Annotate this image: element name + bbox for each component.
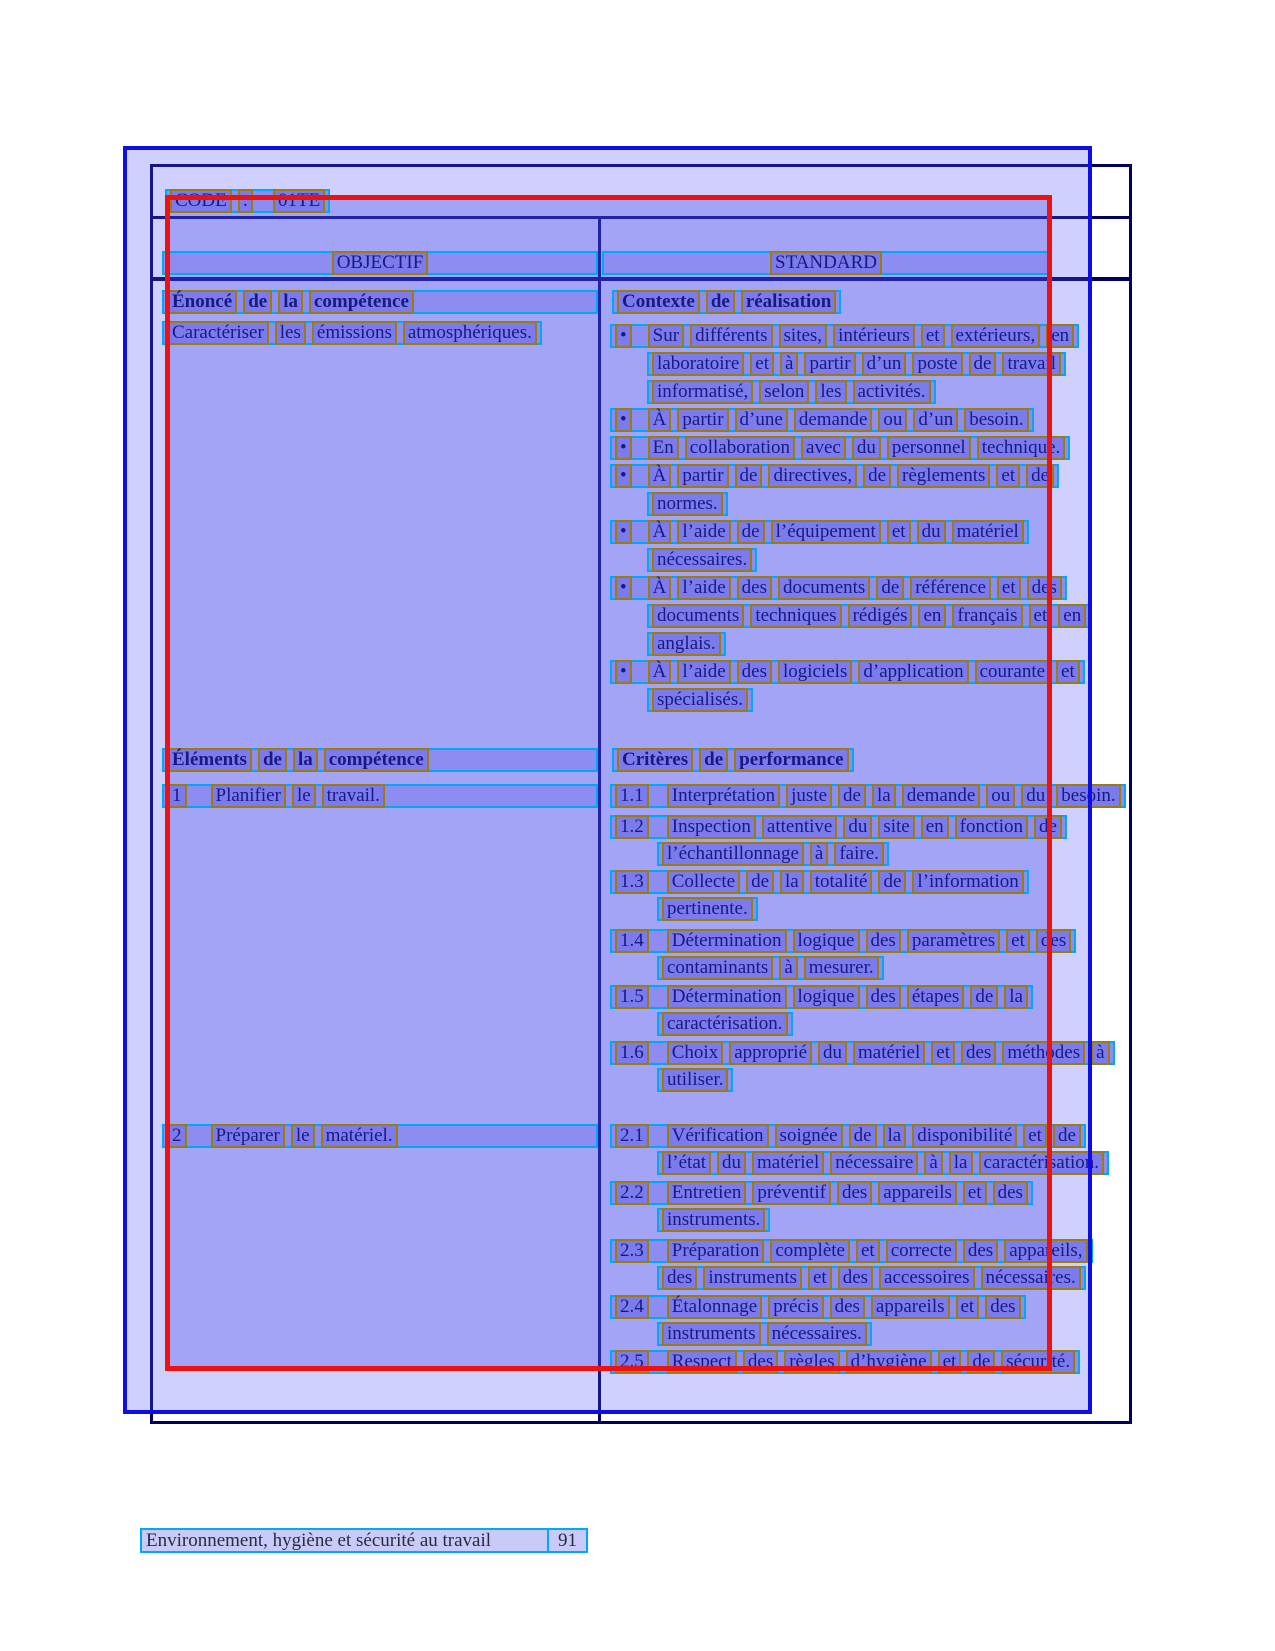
ocr-word-box: à [1091,1041,1109,1065]
ocr-word-box: besoin. [964,408,1028,432]
ocr-word-box: étapes [907,985,964,1009]
ocr-word-box: et [931,1041,955,1065]
ocr-word-box: Choix [667,1041,723,1065]
ocr-word-box: documents [652,604,744,628]
ocr-word-box: l’information [912,870,1023,894]
ocr-word-box: Préparation [667,1239,765,1263]
ocr-word-box: nécessaires. [767,1322,867,1346]
ocr-word-box: logique [793,985,860,1009]
ocr-word-box: des [1036,929,1071,953]
ocr-word-box: appareils [878,1181,957,1205]
ocr-word-box: préventif [752,1181,831,1205]
ocr-word-box: totalité [810,870,873,894]
ocr-word-box: rédigés [848,604,913,628]
critere-number: 2.1 [615,1124,649,1148]
ocr-word-box: activités. [853,380,931,404]
ocr-word-box: des [838,1266,873,1290]
ocr-word-box: de [243,290,272,314]
ocr-word-box: nécessaire [830,1151,918,1175]
ocr-word-box: le [292,784,316,808]
ocr-word-box: et [856,1239,880,1263]
ocr-word-box: des [737,660,772,684]
ocr-word-box: en [921,815,949,839]
critere-number: 1.5 [615,985,649,1009]
ocr-word-box: logique [793,929,860,953]
footer-line [140,1528,588,1553]
ocr-word-box: techniques [750,604,841,628]
ocr-word-box: l’équipement [771,520,881,544]
ocr-word-box: des [837,1181,872,1205]
ocr-word-box: français [952,604,1022,628]
ocr-word-box: Respect [667,1350,737,1374]
ocr-word-box: de [838,784,866,808]
bullet-marker-icon: • [615,464,632,488]
table-border-line [1129,164,1132,1424]
bullet-marker-icon: • [615,520,632,544]
critere-number: 2.2 [615,1181,649,1205]
ocr-word-box: émissions [312,321,397,345]
ocr-word-box: travail. [322,784,385,808]
ocr-word-box: de [706,290,735,314]
ocr-word-box: pertinente. [662,897,753,921]
ocr-word-box: correcte [886,1239,957,1263]
ocr-word-box: Vérification [667,1124,769,1148]
ocr-word-box: de [258,748,287,772]
ocr-word-box: à [779,956,797,980]
ocr-word-box: Critères [617,748,693,772]
ocr-word-box: attentive [762,815,837,839]
code-label: CODE [170,189,232,213]
ocr-word-box: À [648,660,672,684]
ocr-word-box: l’aide [677,660,730,684]
ocr-word-box: Contexte [617,290,700,314]
ocr-word-box: Entretien [667,1181,747,1205]
ocr-word-box: l’échantillonnage [662,842,804,866]
critere-number: 1.1 [615,784,649,808]
ocr-word-box: utiliser. [662,1068,728,1092]
ocr-word-box: soignée [775,1124,843,1148]
ocr-word-box: de [699,748,728,772]
ocr-word-box: caractérisation. [662,1012,788,1036]
ocr-word-box: la [780,870,804,894]
ocr-word-box: de [737,520,765,544]
ocr-word-box: documents [778,576,870,600]
ocr-word-box: du [843,815,872,839]
ocr-word-box: matériel [853,1041,925,1065]
ocr-word-box: des [1027,576,1062,600]
ocr-word-box: nécessaires. [652,548,752,572]
ocr-word-box: et [887,520,911,544]
ocr-word-box: précis [768,1295,823,1319]
code-colon: : [238,189,253,213]
critere-number: 2.4 [615,1295,649,1319]
critere-number: 1.2 [615,815,649,839]
ocr-word-box: Éléments [167,748,252,772]
ocr-word-box: Caractériser [167,321,269,345]
ocr-word-box: règles [784,1350,839,1374]
ocr-word-box: intérieurs [833,324,915,348]
ocr-word-box: des [993,1181,1028,1205]
ocr-word-box: de [876,576,904,600]
ocr-word-box: d’une [735,408,788,432]
ocr-word-box: en [1046,324,1074,348]
element-number: 2 [167,1124,187,1148]
ocr-word-box: approprié [729,1041,812,1065]
ocr-word-box: des [662,1266,697,1290]
ocr-word-box: extérieurs, [951,324,1041,348]
element-number: 1 [167,784,187,808]
critere-number: 1.6 [615,1041,649,1065]
ocr-word-box: la [1004,985,1028,1009]
ocr-word-box: et [921,324,945,348]
ocr-word-box: paramètres [907,929,1000,953]
ocr-word-box: à [924,1151,942,1175]
ocr-word-box: du [1021,784,1050,808]
ocr-word-box: Énoncé [167,290,237,314]
ocr-word-box: partir [677,464,728,488]
ocr-word-box: mesurer. [804,956,879,980]
ocr-word-box: de [735,464,763,488]
ocr-word-box: spécialisés. [652,688,748,712]
ocr-word-box: instruments [662,1322,761,1346]
ocr-word-box: et [808,1266,832,1290]
ocr-word-box: l’aide [677,520,730,544]
ocr-word-box: la [949,1151,973,1175]
ocr-word-box: d’un [862,352,907,376]
ocr-word-box: juste [786,784,832,808]
ocr-word-box: instruments [703,1266,802,1290]
ocr-word-box: nécessaires. [981,1266,1081,1290]
ocr-word-box: Sur [648,324,684,348]
ocr-word-box: compétence [324,748,429,772]
ocr-word-box: courante [975,660,1050,684]
ocr-word-box: et [956,1295,980,1319]
footer-title: Environnement, hygiène et sécurité au travail [146,1529,492,1551]
ocr-word-box: de [1026,464,1054,488]
ocr-word-box: instruments. [662,1208,765,1232]
ocr-word-box: de [969,352,997,376]
table-block-annotation-border [165,195,1052,1371]
ocr-word-box: normes. [652,492,723,516]
ocr-word-box: l’état [662,1151,711,1175]
ocr-word-box: en [918,604,946,628]
ocr-word-box: anglais. [652,632,721,656]
ocr-word-box: En [648,436,679,460]
ocr-word-box: les [815,380,846,404]
standard-header: STANDARD [770,251,882,275]
ocr-word-box: directives, [768,464,857,488]
ocr-word-box: Interprétation [667,784,780,808]
ocr-word-box: faire. [834,842,884,866]
ocr-word-box: des [830,1295,865,1319]
ocr-word-box: de [967,1350,995,1374]
ocr-word-box: appareils, [1004,1239,1087,1263]
ocr-word-box: Préparer [211,1124,285,1148]
ocr-word-box: des [963,1239,998,1263]
ocr-word-box: et [1006,929,1030,953]
ocr-word-box: avec [801,436,846,460]
ocr-word-box: atmosphériques. [403,321,537,345]
table-border-line [150,1421,1132,1424]
ocr-word-box: matériel [952,520,1024,544]
ocr-word-box: performance [734,748,848,772]
ocr-word-box: l’aide [677,576,730,600]
ocr-word-box: la [278,290,303,314]
bullet-marker-icon: • [615,324,632,348]
ocr-word-box: de [746,870,774,894]
ocr-word-box: site [878,815,914,839]
ocr-word-box: et [938,1350,962,1374]
ocr-word-box: des [985,1295,1020,1319]
ocr-word-box: sites, [779,324,828,348]
ocr-word-box: et [1023,1124,1047,1148]
critere-number: 1.4 [615,929,649,953]
ocr-word-box: de [878,870,906,894]
ocr-word-box: les [275,321,306,345]
bullet-marker-icon: • [615,408,632,432]
ocr-word-box: référence [910,576,991,600]
ocr-word-box: du [852,436,881,460]
ocr-word-box: Inspection [667,815,756,839]
ocr-word-box: disponibilité [912,1124,1017,1148]
ocr-word-box: de [1053,1124,1081,1148]
ocr-word-box: Planifier [211,784,286,808]
ocr-word-box: des [866,985,901,1009]
ocr-word-box: d’application [858,660,968,684]
ocr-word-box: partir [804,352,855,376]
ocr-word-box: travail [1002,352,1061,376]
ocr-word-box: Étalonnage [667,1295,762,1319]
ocr-word-box: contaminants [662,956,773,980]
ocr-word-box: des [737,576,772,600]
ocr-word-box: règlements [897,464,990,488]
ocr-word-box: À [648,520,672,544]
ocr-word-box: collaboration [685,436,795,460]
ocr-word-box: technique. [977,436,1066,460]
ocr-word-box: et [1029,604,1053,628]
ocr-word-box: demande [794,408,873,432]
ocr-word-box: des [743,1350,778,1374]
objectif-header: OBJECTIF [332,251,429,275]
ocr-word-box: d’hygiène [846,1350,932,1374]
ocr-word-box: fonction [955,815,1028,839]
ocr-word-box: à [780,352,798,376]
ocr-word-box: caractérisation. [979,1151,1105,1175]
ocr-word-box: sécurité. [1001,1350,1075,1374]
ocr-word-box: personnel [887,436,971,460]
ocr-word-box: selon [759,380,809,404]
ocr-word-box: la [293,748,318,772]
critere-number: 2.5 [615,1350,649,1374]
ocr-word-box: méthodes [1002,1041,1085,1065]
bullet-marker-icon: • [615,436,632,460]
footer-page-number: 91 [547,1528,588,1553]
ocr-word-box: accessoires [879,1266,974,1290]
ocr-word-box: de [970,985,998,1009]
ocr-word-box: des [961,1041,996,1065]
ocr-word-box: du [917,520,946,544]
ocr-word-box: besoin. [1056,784,1120,808]
bullet-marker-icon: • [615,660,632,684]
ocr-word-box: la [883,1124,907,1148]
bullet-marker-icon: • [615,576,632,600]
critere-number: 1.3 [615,870,649,894]
ocr-word-box: et [1056,660,1080,684]
ocr-word-box: et [997,576,1021,600]
ocr-word-box: d’un [913,408,958,432]
ocr-word-box: et [963,1181,987,1205]
ocr-word-box: réalisation [741,290,837,314]
ocr-word-box: du [818,1041,847,1065]
ocr-word-box: à [810,842,828,866]
ocr-word-box: matériel [752,1151,824,1175]
ocr-word-box: Détermination [667,929,787,953]
ocr-word-box: de [849,1124,877,1148]
ocr-word-box: Détermination [667,985,787,1009]
ocr-word-box: laboratoire [652,352,744,376]
ocr-word-box: la [872,784,896,808]
ocr-word-box: appareils [871,1295,950,1319]
code-value: 01TE [273,189,325,213]
ocr-word-box: et [996,464,1020,488]
ocr-word-box: de [863,464,891,488]
ocr-word-box: demande [902,784,981,808]
ocr-word-box: le [291,1124,315,1148]
ocr-word-box: informatisé, [652,380,753,404]
ocr-word-box: complète [770,1239,850,1263]
ocr-word-box: ou [878,408,907,432]
ocr-word-box: Collecte [667,870,740,894]
ocr-word-box: de [1034,815,1062,839]
ocr-word-box: ou [986,784,1015,808]
ocr-word-box: logiciels [778,660,852,684]
ocr-word-box: À [648,408,672,432]
ocr-word-box: matériel. [321,1124,398,1148]
ocr-word-box: en [1058,604,1086,628]
ocr-word-box: À [648,464,672,488]
ocr-word-box: partir [677,408,728,432]
ocr-word-box: compétence [309,290,414,314]
ocr-word-box: poste [912,352,962,376]
ocr-word-box: À [648,576,672,600]
ocr-word-box: et [750,352,774,376]
critere-number: 2.3 [615,1239,649,1263]
ocr-word-box: différents [690,324,772,348]
ocr-word-box: des [866,929,901,953]
ocr-word-box: du [717,1151,746,1175]
